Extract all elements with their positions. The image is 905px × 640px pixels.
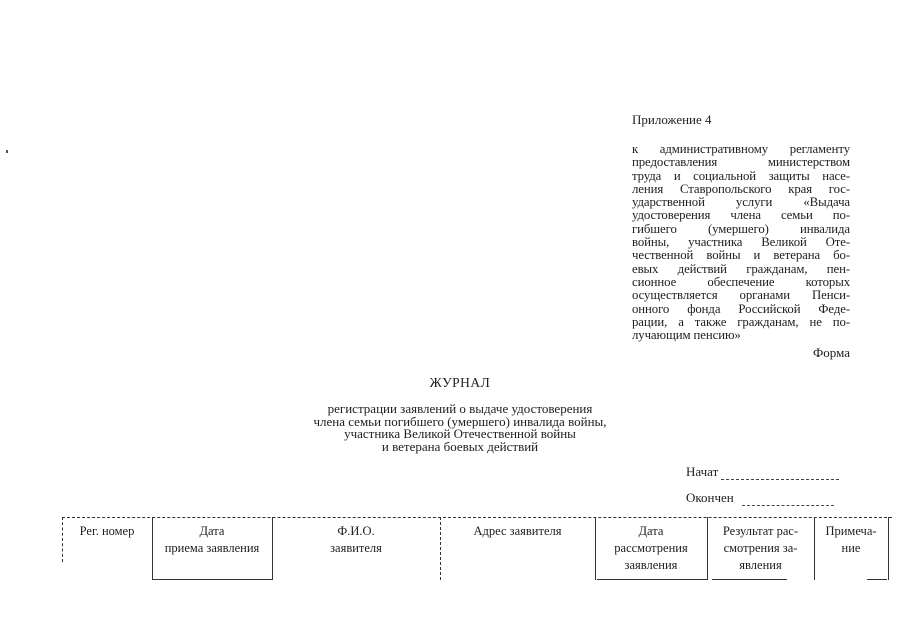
column-header-line: заявления [624, 558, 678, 572]
journal-title: ЖУРНАЛ [429, 375, 491, 390]
appendix-text-line: евых действий гражданам, пен- [632, 262, 850, 276]
appendix-text-line: рации, а также гражданам, не по- [632, 315, 850, 329]
appendix-text [632, 143, 850, 342]
appendix-text-line: чественной войны и ветерана бо- [632, 249, 850, 263]
finished-fill-line [742, 493, 834, 506]
appendix-text-line: лучающим пенсию» [632, 329, 741, 343]
column-header-line: Ф.И.О. [337, 524, 375, 538]
appendix-text-line: удостоверения члена семьи по- [632, 209, 850, 223]
journal-subtitle-line: участника Великой Отечественной войны [344, 426, 576, 442]
journal-subtitle-line: члена семьи погибшего (умершего) инвалида войны, [313, 413, 607, 429]
appendix-text-line: предоставления министерством [632, 156, 850, 170]
journal-subtitle-line: регистрации заявлений о выдаче удостоверения [327, 401, 593, 416]
column-header-review-result [707, 523, 814, 586]
column-header-line: приема заявления [164, 541, 260, 555]
column-header-full-name [272, 523, 440, 586]
appendix-text-line: ления Ставропольского края гос- [632, 182, 850, 196]
appendix-text-line: гибшего (умершего) инвалида [632, 222, 850, 236]
column-header-address [440, 523, 595, 586]
column-header-line: Примеча- [825, 524, 877, 538]
scan-artifact [6, 150, 8, 153]
appendix-text-line: ударственной услуги «Выдача [632, 196, 850, 210]
appendix-text-line: войны, участника Великой Оте- [632, 236, 850, 250]
column-header-review-date [595, 523, 707, 586]
started-fill-line [721, 467, 839, 480]
column-header-line: заявителя [330, 541, 382, 555]
finished-field [686, 490, 834, 506]
column-header-line: Рег. номер [79, 524, 135, 538]
journal-subtitle [260, 403, 660, 453]
column-header-line: Адрес заявителя [473, 524, 562, 538]
column-header-line: явления [739, 558, 782, 572]
column-header-line: Дата [638, 524, 664, 538]
column-header-receipt-date [152, 523, 272, 586]
column-header-line: Результат рас- [722, 524, 799, 538]
appendix-text-line: к административному регламенту [632, 143, 850, 156]
journal-subtitle-line: и ветерана боевых действий [381, 438, 539, 454]
column-header-line: Дата [199, 524, 225, 538]
column-header-reg-number [62, 523, 152, 586]
appendix-text-line: сионное обеспечение которых [632, 275, 850, 289]
appendix-title: Приложение 4 [632, 112, 712, 127]
appendix-text-line: онного фонда Российской Феде- [632, 302, 850, 316]
started-field [686, 464, 839, 480]
column-header-note [814, 523, 888, 586]
column-header-line: ние [841, 541, 861, 555]
column-header-line: смотрения за- [723, 541, 798, 555]
form-label: Форма [813, 345, 850, 360]
column-header-line: рассмотрения [614, 541, 688, 555]
table-top-border [62, 517, 892, 518]
journal-table-header [62, 517, 892, 580]
appendix-text-line: осуществляется органами Пенси- [632, 289, 850, 303]
started-label: Начат [686, 464, 719, 479]
column-divider [888, 517, 889, 580]
finished-label: Окончен [686, 490, 734, 505]
appendix-text-line: труда и социальной защиты насе- [632, 169, 850, 183]
